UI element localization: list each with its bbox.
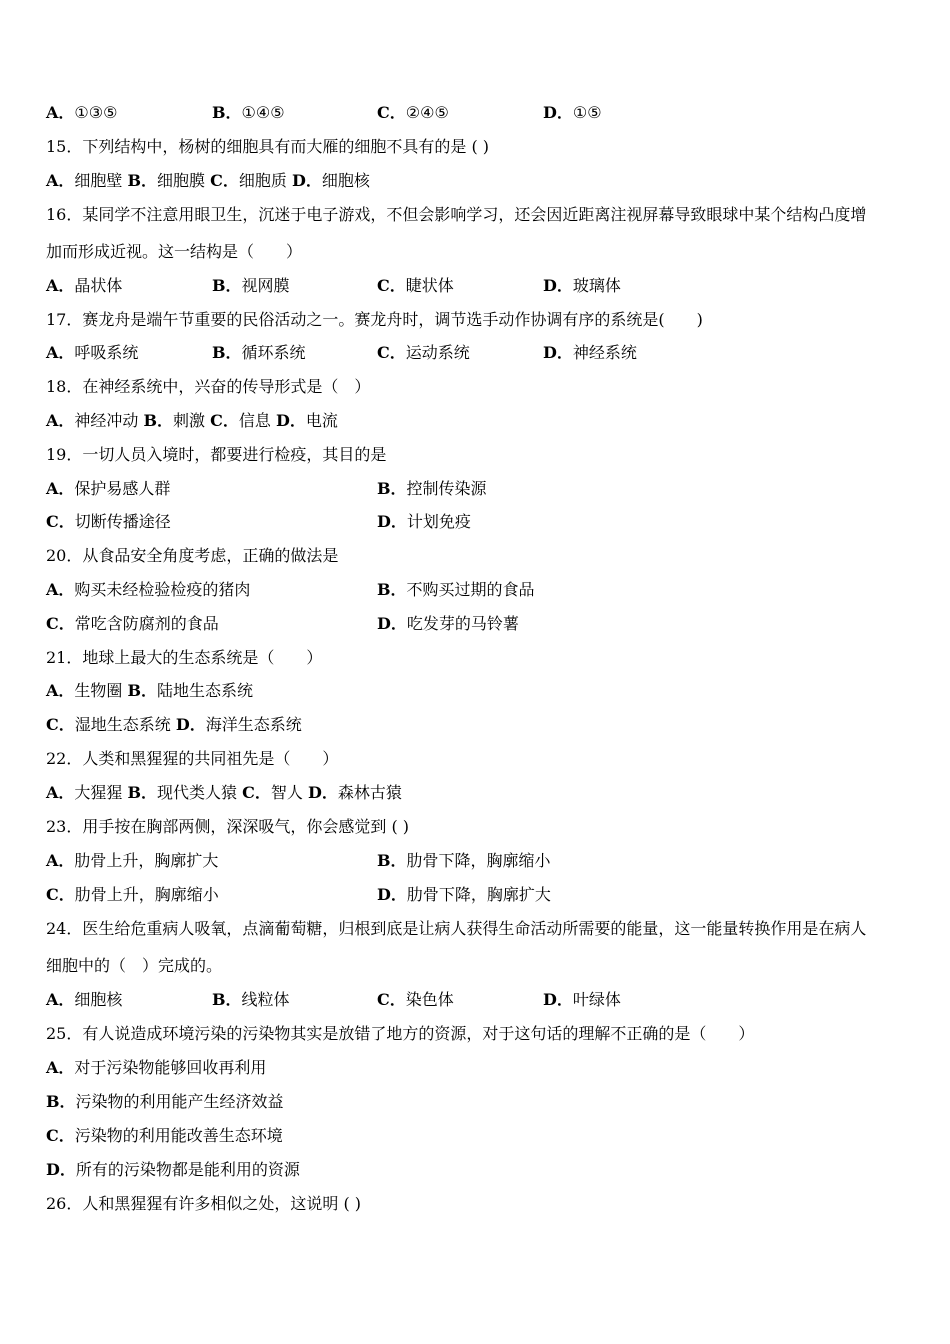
option-19-a: A．保护易感人群: [46, 479, 171, 498]
question-20: 20．从食品安全角度考虑，正确的做法是: [46, 546, 339, 565]
option-17-c: C．运动系统: [377, 343, 470, 362]
option-19-c: C．切断传播途径: [46, 512, 171, 531]
option-24-b: B．线粒体: [212, 990, 290, 1009]
question-15: 15．下列结构中，杨树的细胞具有而大雁的细胞不具有的是 ( ): [46, 137, 490, 156]
options-21-row-1: A．生物圈 B．陆地生态系统: [46, 681, 254, 700]
option-24-c: C．染色体: [377, 990, 454, 1009]
option-25-c: C．污染物的利用能改善生态环境: [46, 1126, 283, 1145]
option-14-a: A．①③⑤: [46, 103, 118, 122]
options-21-row-2: C．湿地生态系统 D．海洋生态系统: [46, 715, 302, 734]
option-19-b: B．控制传染源: [377, 479, 487, 498]
question-26: 26．人和黑猩猩有许多相似之处，这说明 ( ): [46, 1194, 362, 1213]
question-18: 18．在神经系统中，兴奋的传导形式是（ ）: [46, 377, 371, 396]
option-25-b: B．污染物的利用能产生经济效益: [46, 1092, 284, 1111]
option-17-a: A．呼吸系统: [46, 343, 139, 362]
option-16-a: A．晶状体: [46, 276, 123, 295]
question-21: 21．地球上最大的生态系统是（ ）: [46, 648, 323, 667]
option-20-a: A．购买未经检验检疫的猪肉: [46, 580, 251, 599]
option-23-c: C．肋骨上升，胸廓缩小: [46, 885, 219, 904]
option-23-d: D．肋骨下降，胸廓扩大: [377, 885, 551, 904]
option-25-d: D．所有的污染物都是能利用的资源: [46, 1160, 300, 1179]
option-24-d: D．叶绿体: [543, 990, 621, 1009]
option-20-d: D．吃发芽的马铃薯: [377, 614, 519, 633]
option-16-b: B．视网膜: [212, 276, 290, 295]
option-14-b: B．①④⑤: [212, 103, 285, 122]
question-22: 22．人类和黑猩猩的共同祖先是（ ）: [46, 749, 339, 768]
question-23: 23．用手按在胸部两侧，深深吸气，你会感觉到 ( ): [46, 817, 410, 836]
options-18: A．神经冲动 B．刺激 C．信息 D．电流: [46, 411, 338, 430]
option-14-c: C．②④⑤: [377, 103, 449, 122]
option-23-a: A．肋骨上升，胸廓扩大: [46, 851, 219, 870]
question-19: 19．一切人员入境时，都要进行检疫，其目的是: [46, 445, 387, 464]
question-16-line-1: 16．某同学不注意用眼卫生，沉迷于电子游戏，不但会影响学习，还会因近距离注视屏幕导致眼球中某个结构凸度增: [46, 205, 867, 224]
question-24-line-1: 24．医生给危重病人吸氧，点滴葡萄糖，归根到底是让病人获得生命活动所需要的能量，这一能量转换作用是在病人: [46, 919, 867, 938]
option-19-d: D．计划免疫: [377, 512, 471, 531]
option-20-c: C．常吃含防腐剂的食品: [46, 614, 219, 633]
option-16-c: C．睫状体: [377, 276, 454, 295]
options-15: A．细胞壁 B．细胞膜 C．细胞质 D．细胞核: [46, 171, 370, 190]
options-22: A．大猩猩 B．现代类人猿 C．智人 D．森林古猿: [46, 783, 402, 802]
option-17-b: B．循环系统: [212, 343, 306, 362]
option-14-d: D．①⑤: [543, 103, 602, 122]
option-23-b: B．肋骨下降，胸廓缩小: [377, 851, 551, 870]
option-25-a: A．对于污染物能够回收再利用: [46, 1058, 267, 1077]
question-25: 25．有人说造成环境污染的污染物其实是放错了地方的资源，对于这句话的理解不正确的是（ ）: [46, 1024, 755, 1043]
option-16-d: D．玻璃体: [543, 276, 621, 295]
question-24-line-2: 细胞中的（ ）完成的。: [46, 956, 223, 975]
option-20-b: B．不购买过期的食品: [377, 580, 535, 599]
question-17: 17．赛龙舟是端午节重要的民俗活动之一。赛龙舟时，调节选手动作协调有序的系统是( ): [46, 310, 703, 329]
option-17-d: D．神经系统: [543, 343, 637, 362]
option-24-a: A．细胞核: [46, 990, 123, 1009]
question-16-line-2: 加而形成近视。这一结构是（ ）: [46, 242, 303, 261]
